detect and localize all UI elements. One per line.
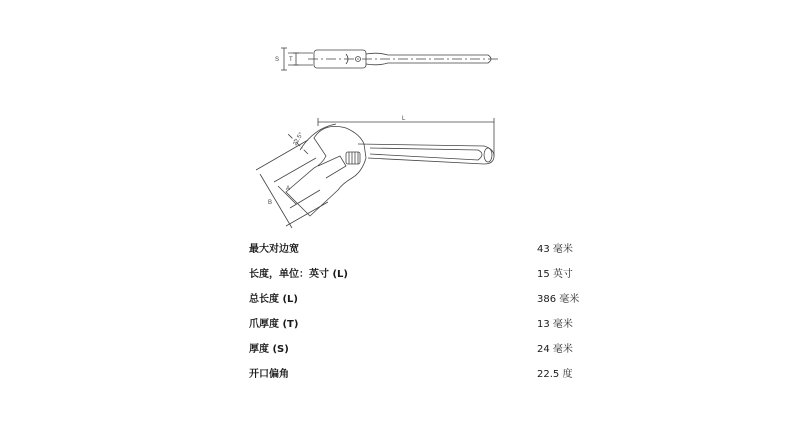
spec-label: 总长度 (L) (249, 294, 298, 305)
spec-table (249, 235, 589, 385)
top-view (275, 48, 498, 70)
spec-value: 386 毫米 (537, 294, 580, 305)
spec-value: 24 毫米 (537, 344, 573, 355)
spec-row (249, 335, 589, 360)
spec-value: 15 英寸 (537, 269, 573, 280)
spec-label: 最大对边宽 (249, 244, 299, 255)
label-s: S (275, 57, 280, 63)
spec-row (249, 360, 589, 385)
label-t: T (289, 57, 293, 63)
spec-row (249, 285, 589, 310)
spec-label: 开口偏角 (249, 369, 289, 380)
label-b: B (268, 200, 273, 206)
label-angle: 22.5° (292, 131, 305, 147)
spec-label: 长度，单位：英寸 (L) (249, 269, 348, 280)
spec-label: 厚度 (S) (249, 344, 289, 355)
label-l: L (402, 116, 406, 122)
side-view (256, 116, 494, 228)
wrench-technical-drawing (248, 38, 508, 234)
spec-value: 22.5 度 (537, 369, 573, 380)
spec-label: 爪厚度 (T) (249, 319, 299, 330)
spec-row (249, 260, 589, 285)
spec-value: 13 毫米 (537, 319, 573, 330)
spec-table-body (249, 235, 589, 385)
wrench-drawing-svg (248, 38, 508, 234)
label-a: A (286, 186, 291, 192)
spec-row (249, 310, 589, 335)
spec-value: 43 毫米 (537, 244, 573, 255)
spec-row (249, 235, 589, 260)
